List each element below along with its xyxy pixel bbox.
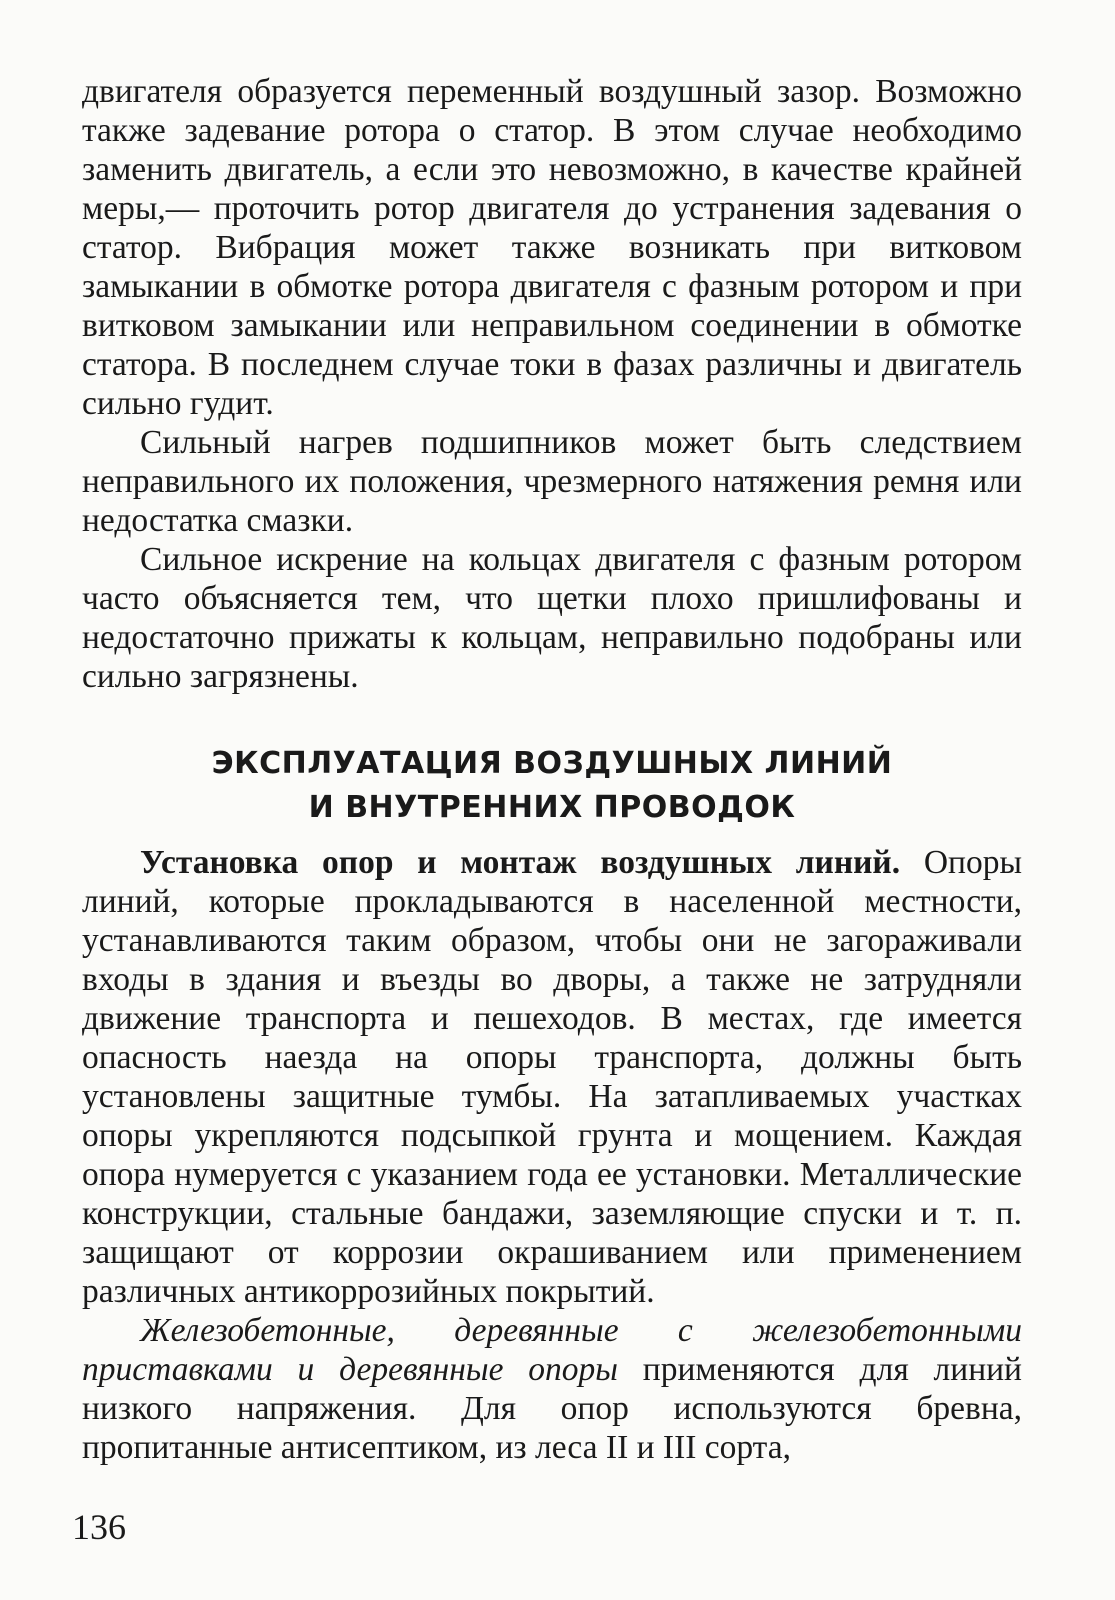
section-heading bbox=[82, 742, 1022, 830]
section-heading-line-1: ЭКСПЛУАТАЦИЯ ВОЗДУШНЫХ ЛИНИЙ bbox=[211, 746, 893, 781]
page-number: 136 bbox=[72, 1507, 126, 1547]
paragraph-bearing-heating: Сильный нагрев подшипников может быть следствием неправильного их положения, чрезмерного натяжения ремня или недостатка смазки. bbox=[82, 424, 1022, 539]
support-types-emphasis: Железобетонные, деревянные с железобетонными приставками и деревянные опоры bbox=[82, 1312, 1022, 1388]
paragraph-support-installation bbox=[82, 843, 1022, 1311]
top-text-block bbox=[82, 72, 1022, 696]
run-in-heading: Установка опор и монтаж воздушных линий. bbox=[140, 844, 901, 881]
paragraph-support-installation-text: Опоры линий, которые прокладываются в населенной местности, устанавливаются таким образом, чтобы они не загораживали входы в здания и въезды во дворы, а также не затрудняли движение транспорта и пешеходов. В местах, где имеется опасность наезда на опоры транспорта, должны быть установлены защитные тумбы. На затапливаемых участках опоры укрепляются подсыпкой грунта и мощением. Каждая опора нумеруется с указанием года ее установки. Металлические конструкции, стальные бандажи, заземляющие спуски и т. п. защищают от коррозии окрашиванием или применением различных антикоррозийных покрытий. bbox=[82, 844, 1022, 1310]
section-heading-line-2: И ВНУТРЕННИХ ПРОВОДОК bbox=[308, 790, 796, 825]
paragraph-vibration: двигателя образуется переменный воздушный зазор. Возможно также задевание ротора о статор. В этом случае необходимо заменить двигатель, а если это невозможно, в качестве крайней меры,— проточить ротор двигателя до устранения задевания о статор. Вибрация может также возникать при витковом замыкании в обмотке ротора двигателя с фазным ротором и при витковом замыкании или неправильном соединении в обмотке статора. В последнем случае токи в фазах различны и двигатель сильно гудит. bbox=[82, 73, 1022, 422]
paragraph-support-types-text: применяются для линий низкого напряжения. Для опор используются бревна, пропитанные антисептиком, из леса II и III сорта, bbox=[82, 1351, 1022, 1466]
paragraph-support-types bbox=[82, 1311, 1022, 1467]
paragraph-ring-sparking: Сильное искрение на кольцах двигателя с фазным ротором часто объясняется тем, что щетки плохо пришлифованы и недостаточно прижаты к кольцам, неправильно подобраны или сильно загрязнены. bbox=[82, 541, 1022, 695]
section-text-block bbox=[82, 843, 1022, 1467]
